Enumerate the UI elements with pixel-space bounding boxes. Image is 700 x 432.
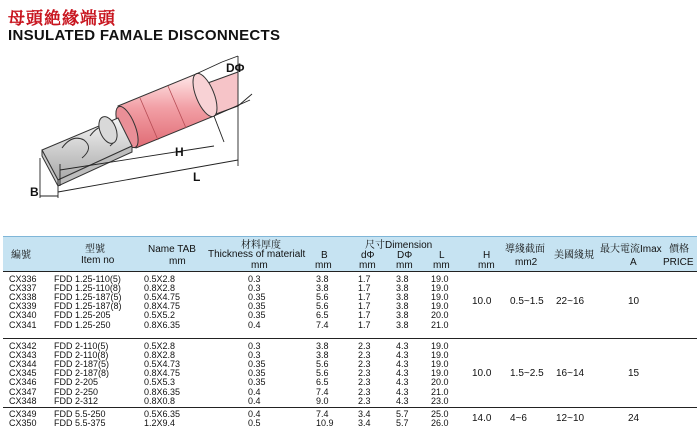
cell-l: 21.0 xyxy=(431,386,449,397)
cell-item: FDD 1.25-110(8) xyxy=(54,283,121,294)
cell-dphi-small: 3.4 xyxy=(358,409,371,419)
cell-item: FDD 1.25-205 xyxy=(54,310,111,321)
cell-b: 5.6 xyxy=(316,301,329,312)
header-tab-unit: mm xyxy=(169,256,186,267)
cell-dphi-small: 2.3 xyxy=(358,395,371,406)
cell-tab: 0.5X2.8 xyxy=(144,341,176,351)
cell-awg: 12~10 xyxy=(556,413,585,425)
cell-dphi-large: 5.7 xyxy=(396,409,409,419)
cell-h: 14.0 xyxy=(472,413,492,425)
cell-code: CX343 xyxy=(9,350,37,361)
cell-l: 19.0 xyxy=(431,359,449,370)
cell-tab: 0.8X6.35 xyxy=(144,319,181,330)
header-thick-unit: mm xyxy=(251,260,268,271)
cell-h: 10.0 xyxy=(472,367,492,379)
header-tab: Name TAB xyxy=(148,244,196,255)
header-h: H xyxy=(483,250,491,261)
cell-l: 21.0 xyxy=(431,319,449,330)
cell-item: FDD 2-250 xyxy=(54,386,99,397)
cell-b: 3.8 xyxy=(316,350,329,361)
cell-thickness: 0.5 xyxy=(248,418,261,429)
cell-l: 19.0 xyxy=(431,368,449,379)
cell-thickness: 0.3 xyxy=(248,341,261,351)
cell-h: 10.0 xyxy=(472,296,492,308)
table-divider xyxy=(3,271,697,272)
cell-b: 3.8 xyxy=(316,341,329,351)
cell-item: FDD 2-110(8) xyxy=(54,350,109,361)
cell-tab: 0.5X2.8 xyxy=(144,274,176,284)
header-l: L xyxy=(439,250,445,261)
cell-thickness: 0.35 xyxy=(248,301,266,312)
cell-b: 7.4 xyxy=(316,319,329,330)
cell-tab: 0.5X4.73 xyxy=(144,359,181,370)
cell-tab: 0.8X4.75 xyxy=(144,301,181,312)
header-dphi-small: dΦ xyxy=(361,250,375,261)
cell-thickness: 0.3 xyxy=(248,274,261,284)
header-price-cn: 價格 xyxy=(669,244,689,255)
cell-dphi-large: 4.3 xyxy=(396,341,409,351)
cell-dphi-large: 3.8 xyxy=(396,274,409,284)
cell-tab: 0.8X4.75 xyxy=(144,368,181,379)
cell-item: FDD 2-312 xyxy=(54,395,99,406)
cell-tab: 0.5X5.3 xyxy=(144,377,176,388)
cell-item: FDD 1.25-110(5) xyxy=(54,274,121,284)
cell-l: 19.0 xyxy=(431,350,449,361)
cell-dphi-small: 2.3 xyxy=(358,386,371,397)
cell-b: 10.9 xyxy=(316,418,334,429)
cell-l: 25.0 xyxy=(431,409,449,419)
cell-l: 20.0 xyxy=(431,310,449,321)
cell-awg: 22~16 xyxy=(556,296,585,308)
cell-b: 5.6 xyxy=(316,359,329,370)
cell-dphi-large: 3.8 xyxy=(396,319,409,330)
table-header xyxy=(3,236,697,271)
cell-wire-range: 0.5~1.5 xyxy=(510,296,544,308)
cell-b: 6.5 xyxy=(316,377,329,388)
label-b: B xyxy=(30,185,39,199)
cell-b: 7.4 xyxy=(316,386,329,397)
header-h-unit: mm xyxy=(478,260,495,271)
cell-wire-range: 4~6 xyxy=(510,413,527,425)
cell-dphi-small: 2.3 xyxy=(358,377,371,388)
terminal-drawing xyxy=(0,46,700,226)
label-l: L xyxy=(193,170,201,184)
cell-code: CX346 xyxy=(9,377,37,388)
cell-code: CX340 xyxy=(9,310,37,321)
cell-dphi-large: 3.8 xyxy=(396,301,409,312)
cell-thickness: 0.35 xyxy=(248,359,266,370)
cell-dphi-small: 2.3 xyxy=(358,368,371,379)
group-divider xyxy=(3,338,697,339)
header-current-unit: A xyxy=(630,257,637,268)
cell-code: CX349 xyxy=(9,409,37,419)
cell-thickness: 0.4 xyxy=(248,319,261,330)
cell-l: 26.0 xyxy=(431,418,449,429)
cell-item: FDD 2-187(8) xyxy=(54,368,110,379)
cell-thickness: 0.3 xyxy=(248,283,261,294)
cell-item: FDD 2-205 xyxy=(54,377,99,388)
cell-code: CX344 xyxy=(9,359,37,370)
cell-thickness: 0.35 xyxy=(248,368,266,379)
header-code: 編號 xyxy=(11,250,31,261)
header-current: 最大電流Imax xyxy=(600,244,662,255)
cell-dphi-small: 1.7 xyxy=(358,301,371,312)
cell-item: FDD 5.5-375 xyxy=(54,418,106,429)
cell-dphi-small: 2.3 xyxy=(358,359,371,370)
cell-dphi-large: 3.8 xyxy=(396,292,409,303)
cell-thickness: 0.3 xyxy=(248,350,261,361)
cell-thickness: 0.4 xyxy=(248,386,261,397)
cell-l: 23.0 xyxy=(431,395,449,406)
cell-dphi-small: 1.7 xyxy=(358,319,371,330)
header-wire-unit: mm2 xyxy=(515,257,538,268)
cell-thickness: 0.35 xyxy=(248,377,266,388)
cell-l: 19.0 xyxy=(431,283,449,294)
cell-dphi-large: 4.3 xyxy=(396,350,409,361)
cell-current: 15 xyxy=(628,367,640,379)
cell-dphi-large: 4.3 xyxy=(396,395,409,406)
cell-code: CX347 xyxy=(9,386,37,397)
cell-b: 3.8 xyxy=(316,283,329,294)
header-thick-en: Thickness of materialt xyxy=(208,249,306,260)
cell-tab: 0.5X5.2 xyxy=(144,310,176,321)
cell-tab: 0.8X6.35 xyxy=(144,386,181,397)
cell-dphi-small: 1.7 xyxy=(358,274,371,284)
cell-code: CX338 xyxy=(9,292,37,303)
cell-item: FDD 1.25-187(5) xyxy=(54,292,122,303)
label-dphi: DΦ xyxy=(226,61,245,75)
title-chinese: 母頭絶緣端頭 xyxy=(8,9,116,29)
cell-dphi-large: 5.7 xyxy=(396,418,409,429)
cell-b: 7.4 xyxy=(316,409,329,419)
cell-dphi-large: 4.3 xyxy=(396,386,409,397)
header-l-unit: mm xyxy=(433,260,450,271)
cell-l: 19.0 xyxy=(431,274,449,284)
cell-code: CX342 xyxy=(9,341,37,351)
cell-dphi-large: 4.3 xyxy=(396,377,409,388)
header-thick-cn: 材料厚度 xyxy=(241,240,281,251)
header-price-en: PRICE xyxy=(663,257,694,268)
header-dphi-large: DΦ xyxy=(397,250,413,261)
cell-code: CX336 xyxy=(9,274,37,284)
cell-dphi-large: 3.8 xyxy=(396,283,409,294)
cell-dphi-large: 4.3 xyxy=(396,368,409,379)
cell-code: CX339 xyxy=(9,301,37,312)
cell-code: CX345 xyxy=(9,368,37,379)
cell-tab: 0.8X2.8 xyxy=(144,283,176,294)
cell-current: 10 xyxy=(628,296,640,308)
header-b-unit: mm xyxy=(315,260,332,271)
cell-b: 3.8 xyxy=(316,274,329,284)
cell-dphi-small: 1.7 xyxy=(358,292,371,303)
metal-receptacle xyxy=(42,114,132,186)
header-model-en: Item no xyxy=(81,255,115,266)
cell-b: 5.6 xyxy=(316,292,329,303)
cell-item: FDD 1.25-187(8) xyxy=(54,301,122,312)
cell-code: CX341 xyxy=(9,319,37,330)
cell-b: 9.0 xyxy=(316,395,329,406)
cell-thickness: 0.4 xyxy=(248,409,261,419)
cell-tab: 0.5X4.75 xyxy=(144,292,181,303)
cell-item: FDD 2-110(5) xyxy=(54,341,109,351)
cell-tab: 0.8X0.8 xyxy=(144,395,176,406)
label-h: H xyxy=(175,145,184,159)
cell-dphi-small: 3.4 xyxy=(358,418,371,429)
header-dphi-small-unit: mm xyxy=(359,260,376,271)
cell-dphi-small: 1.7 xyxy=(358,283,371,294)
cell-item: FDD 2-187(5) xyxy=(54,359,110,370)
cell-item: FDD 5.5-250 xyxy=(54,409,106,419)
cell-code: CX337 xyxy=(9,283,37,294)
header-model-cn: 型號 xyxy=(85,244,105,255)
cell-current: 24 xyxy=(628,413,640,425)
spec-table xyxy=(3,236,697,428)
cell-b: 5.6 xyxy=(316,368,329,379)
header-dimension: 尺寸Dimension xyxy=(365,240,433,251)
cell-l: 20.0 xyxy=(431,377,449,388)
cell-l: 19.0 xyxy=(431,292,449,303)
cell-dphi-large: 4.3 xyxy=(396,359,409,370)
group-divider xyxy=(3,407,697,408)
cell-tab: 1.2X9.4 xyxy=(144,418,176,429)
cell-code: CX348 xyxy=(9,395,37,406)
cell-item: FDD 1.25-250 xyxy=(54,319,111,330)
cell-dphi-small: 2.3 xyxy=(358,350,371,361)
cell-awg: 16~14 xyxy=(556,367,585,379)
cell-thickness: 0.35 xyxy=(248,292,266,303)
header-wire: 導綫截面 xyxy=(505,244,545,255)
header-dphi-large-unit: mm xyxy=(396,260,413,271)
cell-l: 19.0 xyxy=(431,341,449,351)
cell-code: CX350 xyxy=(9,418,37,429)
header-b: B xyxy=(321,250,328,261)
cell-wire-range: 1.5~2.5 xyxy=(510,367,544,379)
cell-dphi-small: 1.7 xyxy=(358,310,371,321)
header-awg: 美國綫規 xyxy=(554,250,594,261)
cell-l: 19.0 xyxy=(431,301,449,312)
cell-tab: 0.5X6.35 xyxy=(144,409,181,419)
cell-tab: 0.8X2.8 xyxy=(144,350,176,361)
cell-dphi-small: 2.3 xyxy=(358,341,371,351)
cell-thickness: 0.35 xyxy=(248,310,266,321)
cell-thickness: 0.4 xyxy=(248,395,261,406)
title-english: INSULATED FAMALE DISCONNECTS xyxy=(8,27,281,44)
cell-b: 6.5 xyxy=(316,310,329,321)
cell-dphi-large: 3.8 xyxy=(396,310,409,321)
